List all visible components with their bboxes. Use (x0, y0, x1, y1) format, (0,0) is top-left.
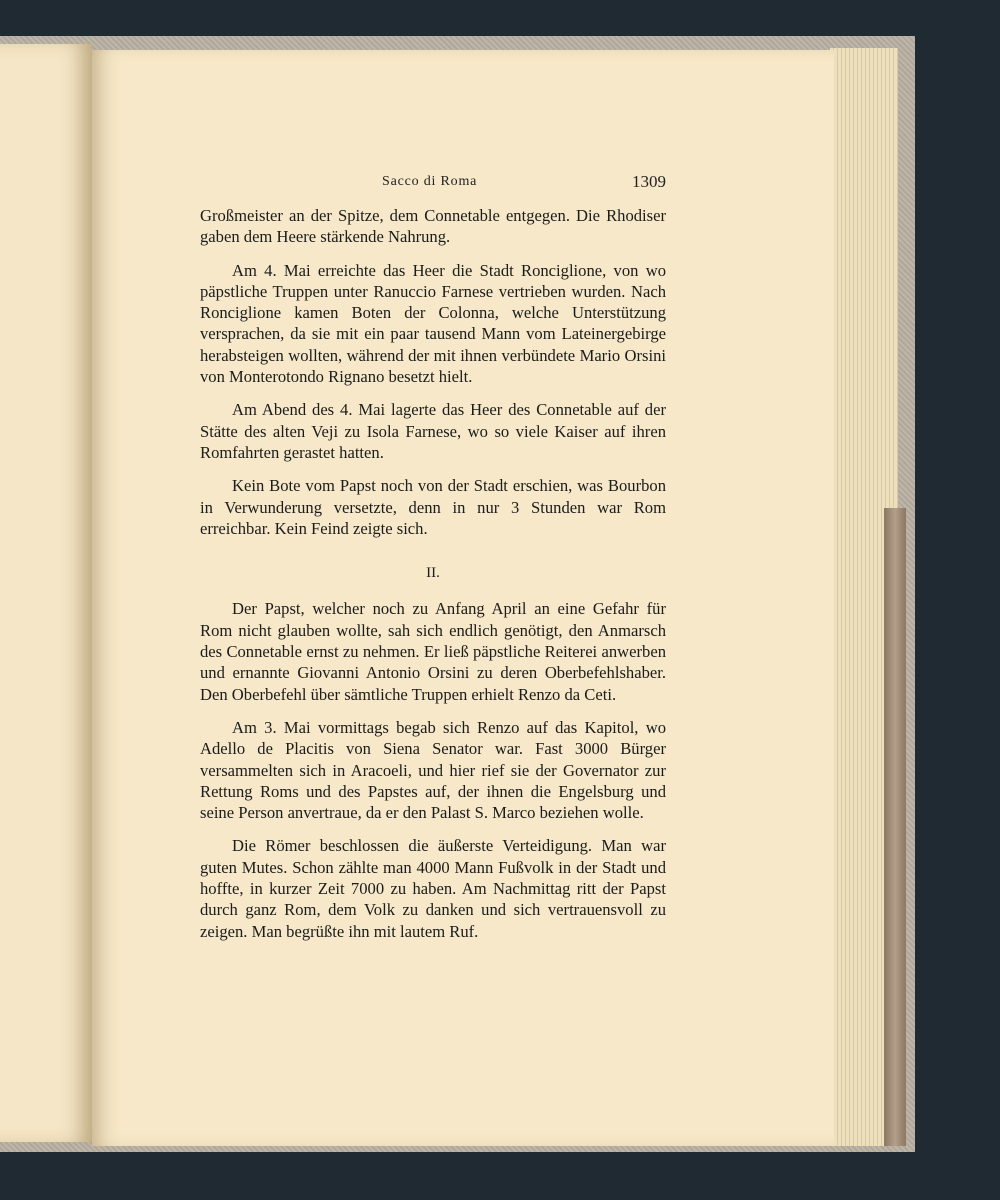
paragraph: Großmeister an der Spitze, dem Connetable entgegen. Die Rhodiser gaben dem Heere stärkende Nahrung. (200, 206, 666, 247)
section-heading: II. (426, 565, 440, 582)
paragraph: Die Römer beschlossen die äußerste Verteidigung. Man war guten Mutes. Schon zählte man 4000 Mann Fußvolk in der Stadt und hoffte, in kurzer Zeit 7000 zu haben. Am Nachmittag ritt der Papst durch ganz Rom, dem Volk zu danken und sich vertrauensvoll zu zeigen. Man begrüßte ihn mit lautem Ruf. (200, 836, 666, 941)
right-page (92, 50, 834, 1146)
running-head: Sacco di Roma (382, 174, 478, 189)
body-text (200, 205, 666, 942)
paragraph: Am 4. Mai erreichte das Heer die Stadt Ronciglione, von wo päpstliche Truppen unter Ranuccio Farnese vertrieben wurden. Nach Ronciglione kamen Boten der Colonna, welche Unterstützung versprachen, da sie mit ein paar tausend Mann vom Lateinergebirge herabsteigen wollten, während der mit ihnen verbündete Mario Orsini von Monterotondo Rignano besetzt hielt. (200, 260, 666, 387)
paragraph: Der Papst, welcher noch zu Anfang April an eine Gefahr für Rom nicht glauben wollte, sah sich endlich genötigt, den Anmarsch des Connetable ernst zu nehmen. Er ließ päpstliche Reiterei anwerben und ernannte Giovanni Antonio Orsini zu deren Oberbefehlshaber. Den Oberbefehl über sämtliche Truppen erhielt Renzo da Ceti. (200, 599, 666, 704)
left-page (0, 44, 92, 1142)
paragraph: Am Abend des 4. Mai lagerte das Heer des Connetable auf der Stätte des alten Veji zu Isola Farnese, wo so viele Kaiser auf ihren Romfahrten gerastet hatten. (200, 400, 666, 462)
page-number: 1309 (632, 172, 666, 191)
paragraph: Am 3. Mai vormittags begab sich Renzo auf das Kapitol, wo Adello de Placitis von Siena Senator war. Fast 3000 Bürger versammelten sich in Aracoeli, und hier rief sie der Governator zur Rettung Roms und des Papstes auf, der ihnen die Engelsburg und seine Person anvertraue, da er den Palast S. Marco beziehen wolle. (200, 717, 666, 823)
paragraph: Kein Bote vom Papst noch von der Stadt erschien, was Bourbon in Verwunderung versetzte, denn in nur 3 Stunden war Rom erreichbar. Kein Feind zeigte sich. (200, 476, 666, 538)
bookmark-ribbon (884, 508, 906, 1146)
